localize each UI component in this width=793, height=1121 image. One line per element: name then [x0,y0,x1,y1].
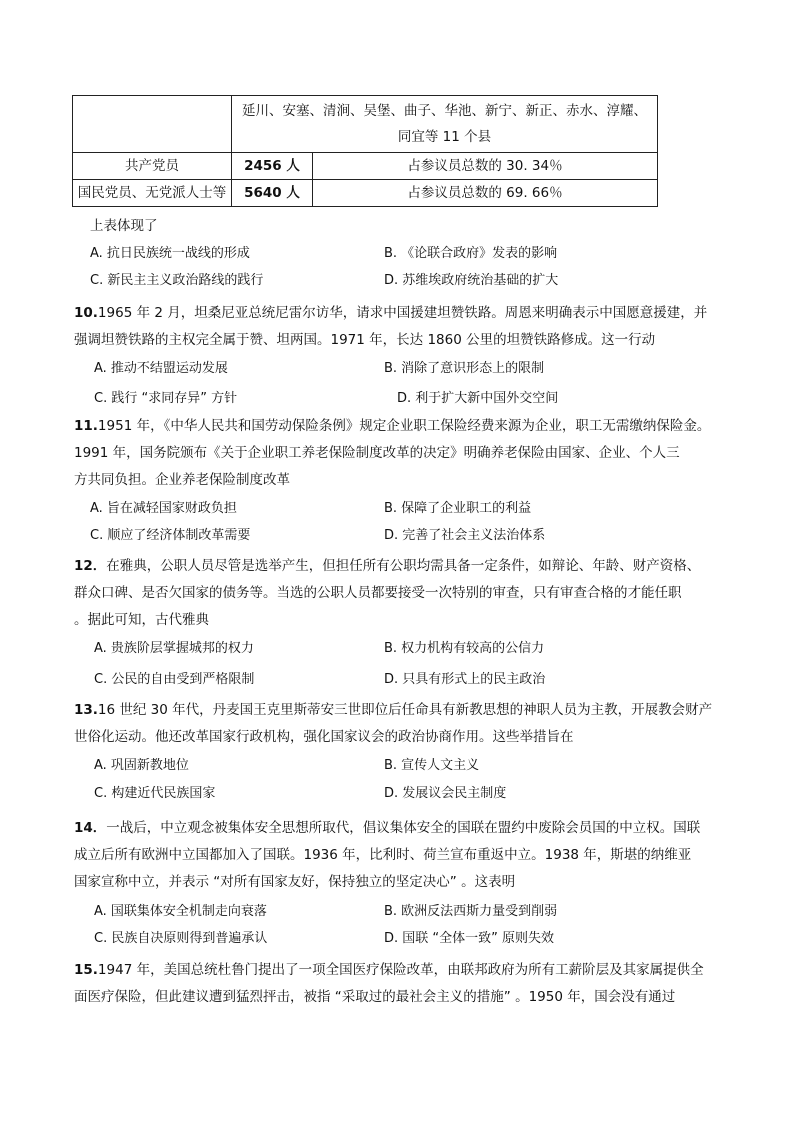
delegate-table [72,95,658,207]
q15-line-1 [74,960,704,980]
q11-option-a: A. 旨在减轻国家财政负担 [90,501,237,516]
q13-option-c: C. 构建近代民族国家 [94,786,216,801]
table-row [73,96,658,153]
q14-line-3: 国家宣称中立，并表示 “对所有国家友好，保持独立的坚定决心” 。这表明 [74,874,516,890]
q10-option-a: A. 推动不结盟运动发展 [94,361,228,376]
q9-option-c: C. 新民主主义政治路线的践行 [90,273,264,288]
q10-line-2: 强调坦赞铁路的主权完全属于赞、坦两国。1971 年，长达 1860 公里的坦赞铁路修成。这一行动 [74,332,656,348]
q12-line-1 [74,556,700,576]
q10-text-1: 1965 年 2 月，坦桑尼亚总统尼雷尔访华，请求中国援建坦赞铁路。周恩来明确表示中国愿意援建，并 [97,305,708,321]
q14-option-c: C. 民族自决原则得到普遍承认 [94,931,268,946]
q13-option-d: D. 发展议会民主制度 [384,786,507,801]
q9-stem: 上表体现了 [90,218,158,234]
q13-line-1 [74,700,712,720]
table-row [73,180,658,207]
q11-option-b: B. 保障了企业职工的利益 [384,501,532,516]
q15-number: 15. [74,962,98,978]
q13-option-a: A. 巩固新教地位 [94,758,189,773]
q12-option-d: D. 只具有形式上的民主政治 [384,672,546,687]
q11-line-3: 方共同负担。企业养老保险制度改革 [74,472,290,488]
q14-number: 14． [74,820,107,836]
q14-option-d: D. 国联 “全体一致” 原则失效 [384,931,555,946]
q15-text-1: 1947 年，美国总统杜鲁门提出了一项全国医疗保险改革，由联邦政府为所有工薪阶层及其家属提供全 [97,962,704,978]
q10-option-b: B. 消除了意识形态上的限制 [384,361,545,376]
q11-line-2: 1991 年，国务院颁布《关于企业职工养老保险制度改革的决定》明确养老保险由国家、企业、个人三 [74,445,680,461]
q13-option-b: B. 宣传人文主义 [384,758,480,773]
q10-option-d: D. 利于扩大新中国外交空间 [397,391,559,406]
q14-text-1: 一战后，中立观念被集体安全思想所取代，倡议集体安全的国联在盟约中废除会员国的中立权。国联 [106,820,701,836]
table-row [73,153,658,180]
q11-option-d: D. 完善了社会主义法治体系 [384,528,546,543]
table-cell-label: 国民党员、无党派人士等 [73,180,232,207]
q11-line-1 [74,416,710,436]
q12-text-1: 在雅典，公职人员尽管是选举产生，但担任所有公职均需具备一定条件，如辩论、年龄、财产资格、 [106,558,701,574]
q14-line-1 [74,818,700,838]
q14-option-a: A. 国联集体安全机制走向衰落 [94,904,267,919]
table-cell-ratio: 占参议员总数的 30. 34％ [313,153,658,180]
q12-line-3: 。据此可知，古代雅典 [74,612,209,628]
q12-option-c: C. 公民的自由受到严格限制 [94,672,255,687]
q12-number: 12． [74,558,107,574]
table-cell-empty [73,96,232,153]
q14-line-2: 成立后所有欧洲中立国都加入了国联。1936 年，比利时、荷兰宣布重返中立。1938 年，斯堪的纳维亚 [74,847,692,863]
table-cell-counties [232,96,658,153]
q13-text-1: 16 世纪 30 年代，丹麦国王克里斯蒂安三世即位后任命具有新教思想的神职人员为主教，开展教会财产 [97,702,713,718]
q15-line-2: 面医疗保险，但此建议遭到猛烈抨击，被指 “采取过的最社会主义的措施” 。1950 年，国会没有通过 [74,989,676,1005]
q9-option-d: D. 苏维埃政府统治基础的扩大 [384,273,559,288]
table-cell-count: 2456 人 [232,153,313,180]
q14-option-b: B. 欧洲反法西斯力量受到削弱 [384,904,558,919]
q12-option-b: B. 权力机构有较高的公信力 [384,641,545,656]
q11-number: 11. [74,418,98,434]
table-cell-ratio: 占参议员总数的 69. 66％ [313,180,658,207]
q13-line-2: 世俗化运动。他还改革国家行政机构，强化国家议会的政治协商作用。这些举措旨在 [74,729,574,745]
q11-option-c: C. 顺应了经济体制改革需要 [90,528,251,543]
q10-line-1 [74,303,707,323]
table-cell-label: 共产党员 [73,153,232,180]
q13-number: 13. [74,702,98,718]
q9-option-b: B. 《论联合政府》发表的影响 [384,246,558,261]
q12-option-a: A. 贵族阶层掌握城邦的权力 [94,641,254,656]
q10-number: 10. [74,305,98,321]
counties-line-1: 延川、安塞、清涧、吴堡、曲子、华池、新宁、新正、赤水、淳耀、 [242,103,647,119]
table-cell-count: 5640 人 [232,180,313,207]
q9-option-a: A. 抗日民族统一战线的形成 [90,246,250,261]
q10-option-c: C. 践行 “求同存异” 方针 [94,391,238,406]
counties-line-2: 同宜等 11 个县 [397,129,492,145]
q12-line-2: 群众口碑、是否欠国家的债务等。当选的公职人员都要接受一次特别的审查，只有审查合格的才能任职 [74,585,682,601]
q11-text-1: 1951 年，《中华人民共和国劳动保险条例》规定企业职工保险经费来源为企业，职工无需缴纳保险金。 [97,418,711,434]
